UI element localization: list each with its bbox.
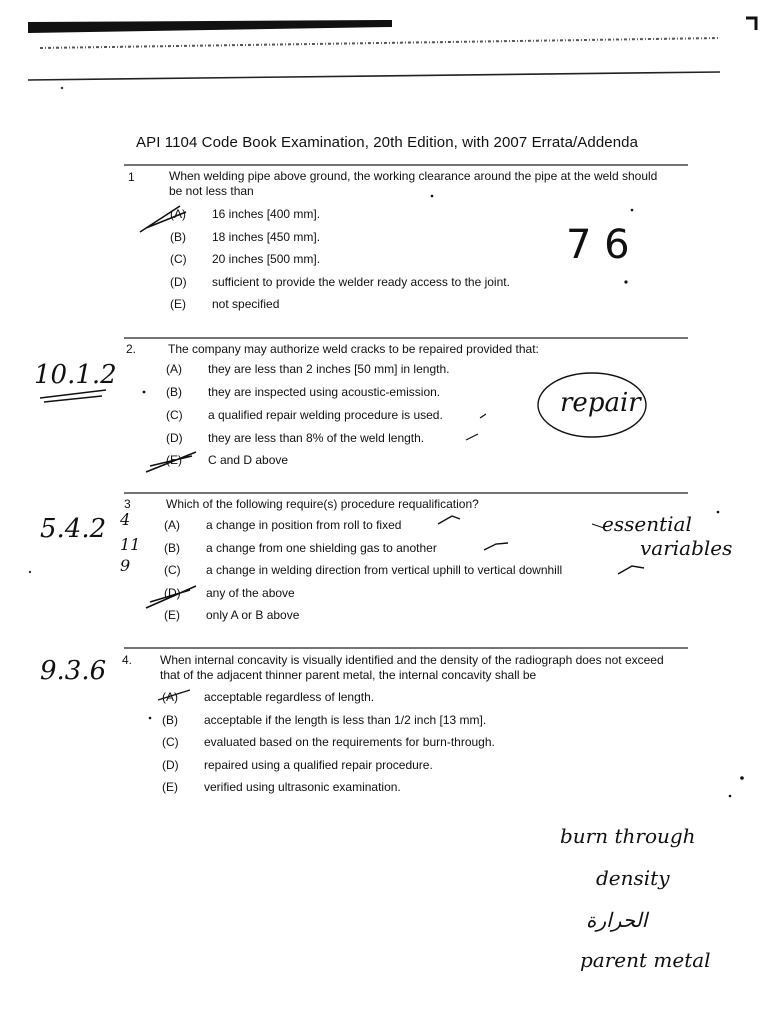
- option-letter: (E): [166, 453, 182, 467]
- option-letter: (E): [162, 780, 178, 794]
- scan-top-streak: [40, 38, 720, 48]
- option-4a[interactable]: [162, 690, 374, 704]
- option-text: sufficient to provide the welder ready access to the joint.: [212, 275, 510, 289]
- option-letter: (C): [164, 563, 181, 577]
- option-text: C and D above: [208, 453, 289, 467]
- option-letter: (C): [162, 735, 179, 749]
- option-1c[interactable]: [170, 252, 320, 266]
- question-number: 1: [128, 170, 135, 184]
- option-4e[interactable]: [162, 780, 401, 794]
- handwritten-ref-q3: 5.4.2: [40, 514, 107, 544]
- handwritten-parent-metal: parent metal: [580, 948, 711, 972]
- handwritten-essential: essential: [602, 512, 692, 536]
- question-number: 3: [124, 497, 131, 511]
- option-text: 18 inches [450 mm].: [212, 230, 321, 244]
- check-q2-d: [466, 434, 478, 440]
- option-text: a change from one shielding gas to another: [206, 541, 437, 555]
- question-number: 2.: [126, 342, 137, 356]
- option-1d[interactable]: [170, 275, 510, 289]
- option-letter: (B): [162, 713, 178, 727]
- handwritten-ref-q2: 10.1.2: [34, 360, 117, 390]
- check-q3-c: [618, 566, 644, 574]
- question-text: When internal concavity is visually identified and the density of the radiograph does not exceed that of the adjacent thinner parent metal, the internal concavity shall be: [160, 653, 664, 682]
- option-letter: (B): [166, 385, 182, 399]
- scan-corner-mark: [746, 18, 756, 30]
- option-text: not specified: [212, 297, 280, 311]
- option-text: a change in welding direction from vertical uphill to vertical downhill: [206, 563, 563, 577]
- check-q2-c: [480, 414, 486, 418]
- option-text: a change in position from roll to fixed: [206, 518, 402, 532]
- option-2a[interactable]: [166, 362, 449, 376]
- handwritten-repair: repair: [560, 388, 641, 418]
- option-text: only A or B above: [206, 608, 300, 622]
- check-q3-b: [484, 543, 508, 550]
- question-text: When welding pipe above ground, the working clearance around the pipe at the weld should be not less than: [169, 169, 658, 198]
- option-letter: (D): [166, 431, 183, 445]
- option-text: they are inspected using acoustic-emission.: [208, 385, 441, 399]
- option-text: repaired using a qualified repair procedure.: [204, 758, 433, 772]
- handwritten-q3-side-2: 11: [120, 535, 141, 554]
- option-4b[interactable]: [162, 713, 486, 727]
- option-letter: (B): [164, 541, 180, 555]
- scan-top-line: [28, 72, 720, 80]
- option-letter: (E): [164, 608, 180, 622]
- option-letter: (C): [170, 252, 187, 266]
- option-letter: (A): [166, 362, 182, 376]
- option-2e[interactable]: [166, 453, 288, 467]
- question-text: Which of the following require(s) procedure requalification?: [166, 497, 479, 511]
- option-4d[interactable]: [162, 758, 433, 772]
- option-text: acceptable if the length is less than 1/2 inch [13 mm].: [204, 713, 487, 727]
- handwritten-ref-q4: 9.3.6: [40, 656, 107, 686]
- scan-top-bar: [28, 20, 392, 33]
- handwritten-burn-through: burn through: [560, 824, 696, 848]
- question-text: The company may authorize weld cracks to be repaired provided that:: [168, 342, 539, 356]
- check-q3-a: [438, 516, 460, 524]
- option-text: 20 inches [500 mm].: [212, 252, 321, 266]
- option-letter: (D): [164, 586, 181, 600]
- option-letter: (B): [170, 230, 186, 244]
- handwritten-arabic: الحرارة: [586, 908, 648, 932]
- option-text: they are less than 8% of the weld length.: [208, 431, 425, 445]
- option-1a[interactable]: [170, 207, 320, 221]
- option-3b[interactable]: [164, 541, 437, 555]
- option-letter: (A): [162, 690, 178, 704]
- handwritten-q3-side-3: 9: [120, 556, 131, 575]
- option-2d[interactable]: [166, 431, 424, 445]
- handwritten-variables: variables: [640, 536, 733, 560]
- option-text: evaluated based on the requirements for burn-through.: [204, 735, 495, 749]
- option-text: any of the above: [206, 586, 295, 600]
- question-number: 4.: [122, 653, 133, 667]
- option-1b[interactable]: [170, 230, 320, 244]
- option-letter: (E): [170, 297, 186, 311]
- handwritten-q3-side-1: 4: [120, 510, 131, 529]
- option-3e[interactable]: [164, 608, 299, 622]
- handwritten-score: 7 6: [566, 222, 630, 268]
- option-text: they are less than 2 inches [50 mm] in length.: [208, 362, 450, 376]
- option-2b[interactable]: [166, 385, 440, 399]
- option-text: verified using ultrasonic examination.: [204, 780, 401, 794]
- option-text: acceptable regardless of length.: [204, 690, 375, 704]
- underline-ref-q2: [40, 390, 106, 402]
- option-letter: (D): [170, 275, 187, 289]
- handwritten-density: density: [596, 866, 670, 890]
- option-text: 16 inches [400 mm].: [212, 207, 321, 221]
- option-letter: (A): [164, 518, 180, 532]
- option-letter: (C): [166, 408, 183, 422]
- option-3d[interactable]: [164, 586, 295, 600]
- option-letter: (A): [170, 207, 186, 221]
- option-letter: (D): [162, 758, 179, 772]
- option-text: a qualified repair welding procedure is used.: [208, 408, 443, 422]
- option-2c[interactable]: [166, 408, 443, 422]
- option-1e[interactable]: [170, 297, 279, 311]
- option-3a[interactable]: [164, 518, 401, 532]
- page-title: API 1104 Code Book Examination, 20th Edition, with 2007 Errata/Addenda: [136, 134, 639, 151]
- option-4c[interactable]: [162, 735, 495, 749]
- option-3c[interactable]: [164, 563, 562, 577]
